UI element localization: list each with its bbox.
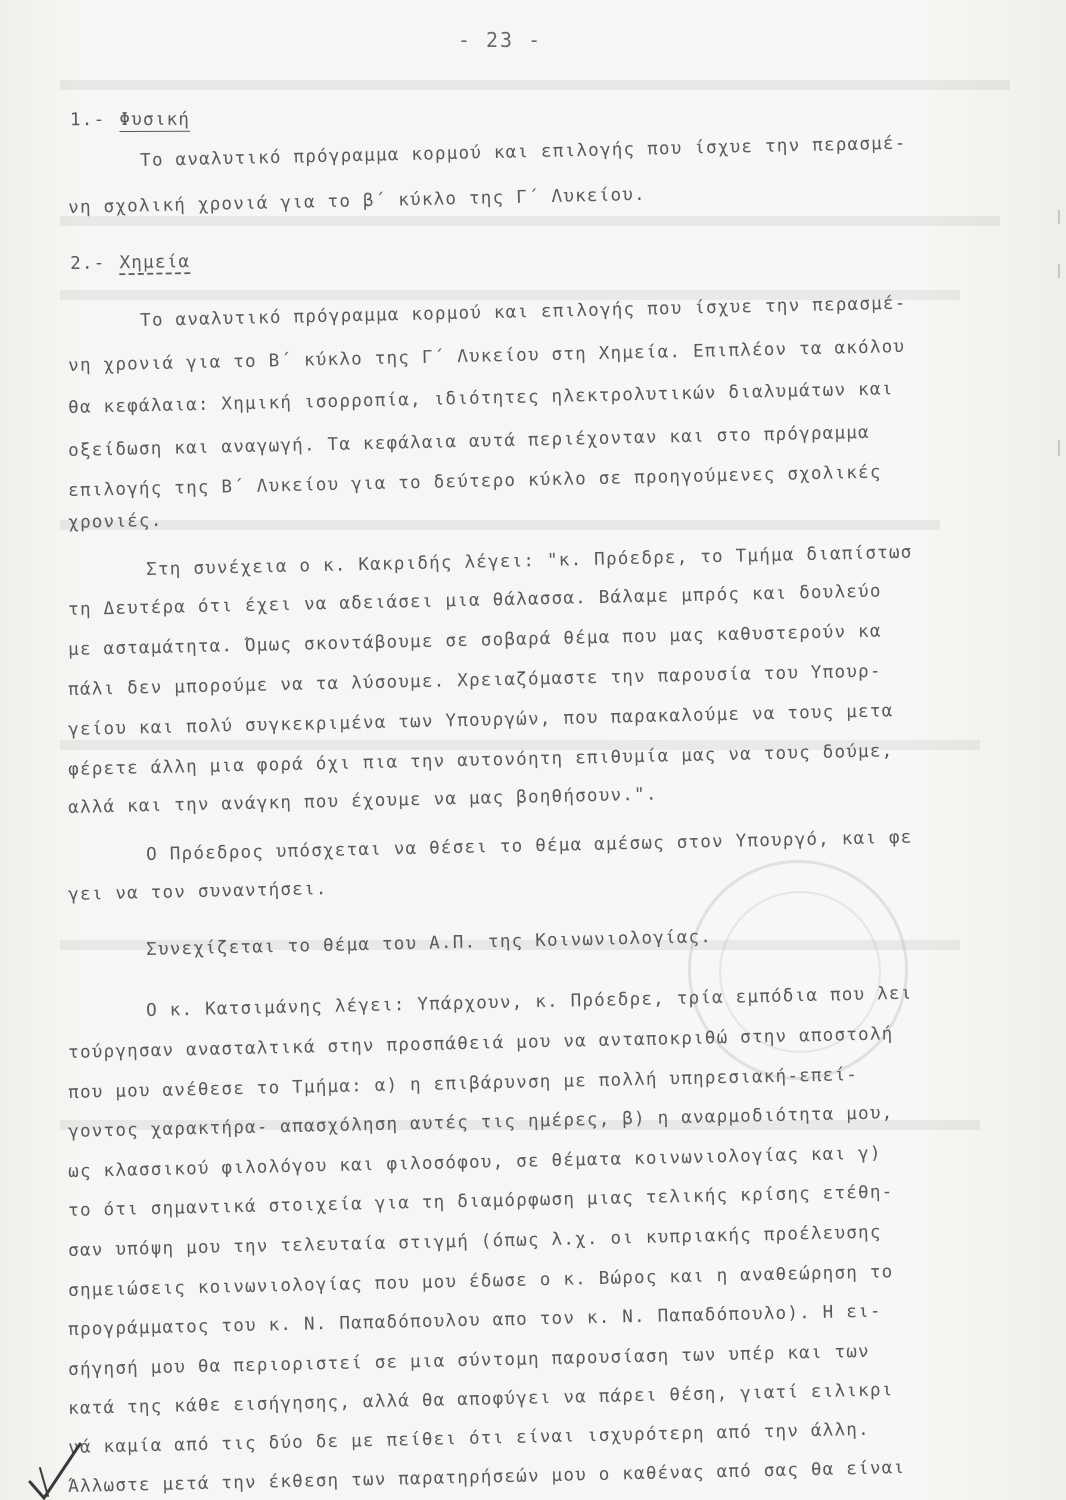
handwritten-check-mark <box>26 1438 86 1500</box>
text-line: επιλογής της Β΄ Λυκείου για το δεύτερο κύκλο σε προηγούμενες σχολικές <box>67 462 882 501</box>
text-line: προγράμματος του κ. Ν. Παπαδόπουλου απο τον κ. Ν. Παπαδόπουλο). Η ει- <box>67 1301 882 1340</box>
text-line: Ο Πρόεδρος υπόσχεται να θέσει το θέμα αμέσως στον Υπουργό, και φε <box>145 827 913 865</box>
text-line: γοντος χαρακτήρα- απασχόληση αυτές τις ημέρες, β) η αναρμοδιότητα μου, <box>67 1103 894 1142</box>
text-line: το ότι σημαντικά στοιχεία για τη διαμόρφωση μιας τελικής κρίσης ετέθη- <box>67 1182 894 1221</box>
text-line: Το αναλυτικό πρόγραμμα κορμού και επιλογής που ίσχυε την περασμέ- <box>139 133 907 171</box>
text-line: νη χρονιά για το Β΄ κύκλο της Γ΄ Λυκείου στη Χημεία. Επιπλέον τα ακόλου <box>67 337 906 376</box>
text-line: αλλά και την ανάγκη που έχουμε να μας βοηθήσουν.". <box>67 784 658 818</box>
text-line: φέρετε άλλη μια φορά όχι πια την αυτονόητη επιθυμία μας να τους δούμε, <box>67 741 894 780</box>
text-line: σήγησή μου θα περιοριστεί σε μια σύντομη παρουσίαση των υπέρ και των <box>67 1341 871 1380</box>
text-line: σημειώσεις κοινωνιολογίας που μου έδωσε ο κ. Βώρος και η αναθεώρηση το <box>67 1262 894 1301</box>
text-line: τούργησαν ανασταλτικά στην προσπάθειά μου να ανταποκριθώ στην αποστολή <box>67 1024 894 1063</box>
text-line: Το αναλυτικό πρόγραμμα κορμού και επιλογής που ίσχυε την περασμέ- <box>139 293 907 331</box>
text-line: κατά της κάθε εισήγησης, αλλά θα αποφύγει να πάρει θέση, γιατί ειλικρι <box>67 1380 894 1419</box>
page-edge-mark <box>1058 440 1060 456</box>
text-line: νη σχολική χρονιά για το β΄ κύκλο της Γ΄ Λυκείου. <box>67 184 647 218</box>
text-line: χρονιές. <box>67 510 163 533</box>
page-edge-mark <box>1058 264 1060 278</box>
faded-seal-stamp <box>688 860 908 1080</box>
text-line: θα κεφάλαια: Χημική ισορροπία, ιδιότητες ηλεκτρολυτικών διαλυμάτων και <box>67 379 894 418</box>
section-heading-chemistry <box>70 254 190 273</box>
text-line: γει να τον συναντήσει. <box>67 879 328 905</box>
text-line: ως κλασσικού φιλολόγου και φιλοσόφου, σε θέματα κοινωνιολογίας και γ) <box>67 1143 882 1182</box>
section-title: Χημεία <box>119 252 191 274</box>
text-line: με ασταμάτητα. Όμως σκοντάβουμε σε σοβαρά θέμα που μας καθυστερούν κα <box>67 621 882 660</box>
text-line: σαν υπόψη μου την τελευταία στιγμή (όπως λ.χ. οι κυπριακής προέλευσης <box>67 1222 882 1261</box>
text-line: Ο κ. Κατσιμάνης λέγει: Υπάρχουν, κ. Πρόεδρε, τρία εμπόδια που λει <box>145 983 913 1021</box>
text-line: που μου ανέθεσε το Τμήμα: α) η επιβάρυνση με πολλή υπηρεσιακή-επεί- <box>67 1065 859 1103</box>
text-line: οξείδωση και αναγωγή. Τα κεφάλαια αυτά περιέχονταν και στο πρόγραμμα <box>67 422 871 461</box>
section-number: 1.- <box>69 110 106 131</box>
section-title: Φυσική <box>119 109 191 131</box>
text-line: νά καμία από τις δύο δε με πείθει ότι είναι ισχυρότερη από την άλλη. <box>67 1419 871 1458</box>
page-edge-mark <box>1058 210 1060 224</box>
text-line: πάλι δεν μπορούμε να τα λύσουμε. Χρειαζόμαστε την παρουσία του Υπουρ- <box>67 661 882 700</box>
section-number: 2.- <box>69 253 106 274</box>
text-line: Στη συνέχεια ο κ. Κακριδής λέγει: "κ. Πρόεδρε, το Τμήμα διαπίστωσ <box>145 542 913 580</box>
page-number: - 23 - <box>457 28 543 52</box>
section-heading-physics <box>69 109 191 131</box>
text-line: τη Δευτέρα ότι έχει να αδειάσει μια θάλασσα. Βάλαμε μπρός και δουλεύο <box>67 581 882 620</box>
text-line: γείου και πολύ συγκεκριμένα των Υπουργών, που παρακαλούμε να τους μετα <box>67 701 894 740</box>
text-line: Συνεχίζεται το θέμα του Α.Π. της Κοινωνιολογίας. <box>145 927 713 960</box>
text-line: Άλλωστε μετά την έκθεση των παρατηρήσεών μου ο καθένας από σας θα είναι <box>67 1458 906 1497</box>
